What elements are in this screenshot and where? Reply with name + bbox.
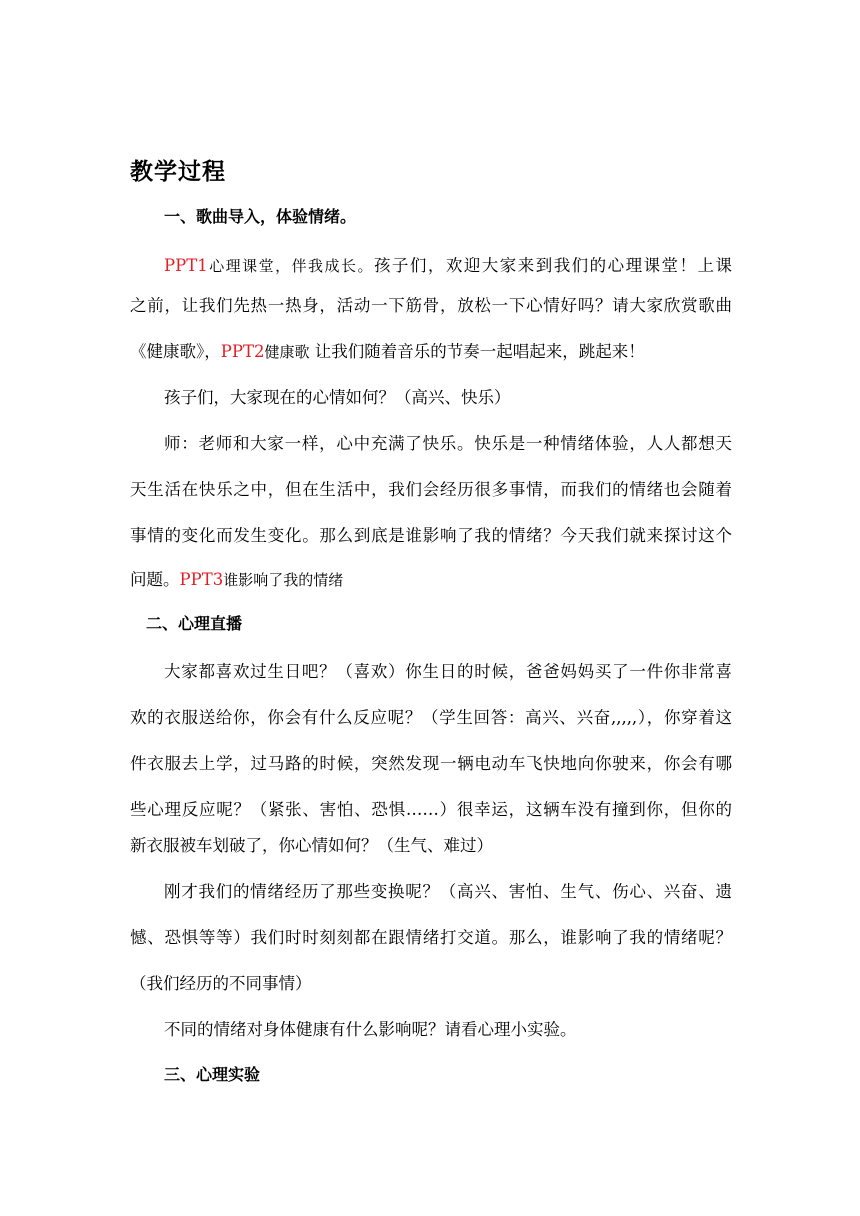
page-title: 教学过程: [130, 159, 226, 185]
paragraph-line: 憾、恐惧等等）我们时时刻刻都在跟情绪打交道。那么，谁影响了我的情绪呢？: [130, 928, 732, 947]
ppt-caption: 健康歌: [264, 343, 310, 361]
paragraph-line: [164, 253, 732, 279]
paragraph-line: 大家都喜欢过生日吧？（喜欢）你生日的时候，爸爸妈妈买了一件你非常喜: [164, 662, 732, 681]
paragraph-line: 事情的变化而发生变化。那么到底是谁影响了我的情绪？今天我们就来探讨这个: [130, 526, 732, 545]
ppt-reference: PPT1: [164, 256, 208, 275]
paragraph-line: 件衣服去上学，过马路的时候，突然发现一辆电动车飞快地向你驶来，你会有哪: [130, 754, 732, 773]
paragraph-line: 刚才我们的情绪经历了那些变换呢？（高兴、害怕、生气、伤心、兴奋、遗: [164, 882, 732, 901]
paragraph-line: 新衣服被车划破了，你心情如何？（生气、难过）: [130, 836, 493, 855]
paragraph-text: 让我们随着音乐的节奏一起唱起来，跳起来！: [309, 342, 645, 361]
paragraph-line: [130, 339, 732, 365]
paragraph-line: 孩子们，大家现在的心情如何？（高兴、快乐）: [164, 388, 511, 407]
paragraph-line: 师：老师和大家一样，心中充满了快乐。快乐是一种情绪体验，人人都想天: [164, 434, 732, 453]
section-heading-2: 二、心理直播: [146, 614, 243, 633]
paragraph-text: 问题。: [130, 570, 180, 589]
paragraph-line: （我们经历的不同事情）: [130, 974, 312, 993]
section-heading-1: 一、歌曲导入，体验情绪。: [164, 207, 357, 226]
paragraph-line: 些心理反应呢？（紧张、害怕、恐惧……）很幸运，这辆车没有撞到你，但你的: [130, 800, 732, 819]
paragraph-text: 孩子们，欢迎大家来到我们的心理课堂！上课: [373, 256, 732, 275]
paragraph-line: [130, 567, 732, 593]
section-heading-3: 三、心理实验: [164, 1065, 261, 1084]
paragraph-text: 《健康歌》，: [130, 342, 221, 361]
paragraph-line: 天生活在快乐之中，但在生活中，我们会经历很多事情，而我们的情绪也会随着: [130, 480, 732, 499]
paragraph-line: 之前，让我们先热一热身，活动一下筋骨，放松一下心情好吗？请大家欣赏歌曲: [130, 296, 732, 315]
paragraph-line: 不同的情绪对身体健康有什么影响呢？请看心理小实验。: [164, 1020, 577, 1039]
ppt-reference: PPT2: [220, 342, 265, 361]
ppt-caption: 谁影响了我的情绪: [223, 571, 344, 589]
paragraph-line: 欢的衣服送给你，你会有什么反应呢？（学生回答：高兴、兴奋,,,,,），你穿着这: [130, 708, 732, 727]
ppt-caption: 心理课堂，伴我成长。: [207, 257, 374, 275]
ppt-reference: PPT3: [179, 570, 224, 589]
